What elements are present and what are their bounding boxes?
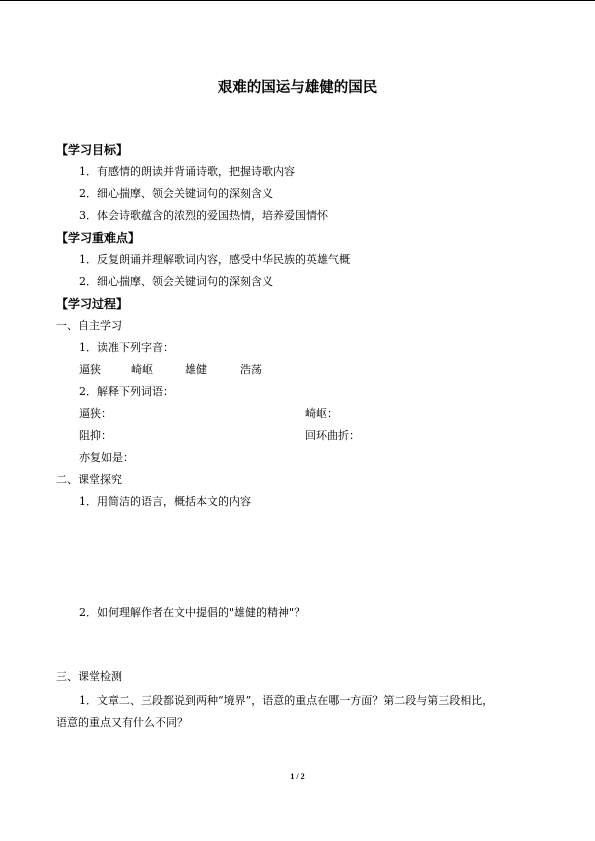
process-heading: 【学习过程】 [56,297,129,311]
key-point-item-2: 2．细心揣摩、领会关键词句的深刻含义 [79,275,273,288]
term-qiqu: 崎岖： [305,407,338,420]
check-question-1-line-2: 语意的重点又有什么不同？ [56,716,188,729]
inquiry-heading: 二、课堂探究 [56,473,122,486]
pronunciation-word-1: 逼狭 [79,363,101,376]
page-number: 1 / 2 [290,772,305,781]
key-points-heading: 【学习重难点】 [56,231,141,245]
pronunciation-word-2: 崎岖 [131,363,153,376]
self-study-heading: 一、自主学习 [56,319,122,332]
page-title: 艰难的国运与雄健的国民 [217,80,378,96]
term-huihuan-quzhe: 回环曲折： [305,429,360,442]
pronunciation-word-4: 浩荡 [240,363,262,376]
check-heading: 三、课堂检测 [56,670,122,683]
self-study-question-2: 2．解释下列词语： [79,385,174,398]
objectives-heading: 【学习目标】 [56,143,129,157]
term-zuyi: 阻抑： [79,429,112,442]
term-yifu-rushi: 亦复如是： [79,451,134,464]
objective-item-2: 2．细心揣摩、领会关键词句的深刻含义 [79,187,273,200]
term-bixia: 逼狭： [79,407,112,420]
key-point-item-1: 1．反复朗诵并理解歌词内容，感受中华民族的英雄气概 [79,253,350,266]
objective-item-1: 1．有感情的朗读并背诵诗歌，把握诗歌内容 [79,165,295,178]
inquiry-question-1: 1．用简洁的语言，概括本文的内容 [79,495,251,508]
pronunciation-word-3: 雄健 [185,363,207,376]
self-study-question-1: 1．读准下列字音： [79,341,174,354]
objective-item-3: 3．体会诗歌蕴含的浓烈的爱国热情，培养爱国情怀 [79,209,328,222]
top-rule [0,0,595,1]
inquiry-question-2: 2．如何理解作者在文中提倡的"雄健的精神"？ [79,606,306,619]
check-question-1-line-1: 1．文章二、三段都说到两种“境界”，语意的重点在哪一方面？第二段与第三段相比， [79,694,494,707]
